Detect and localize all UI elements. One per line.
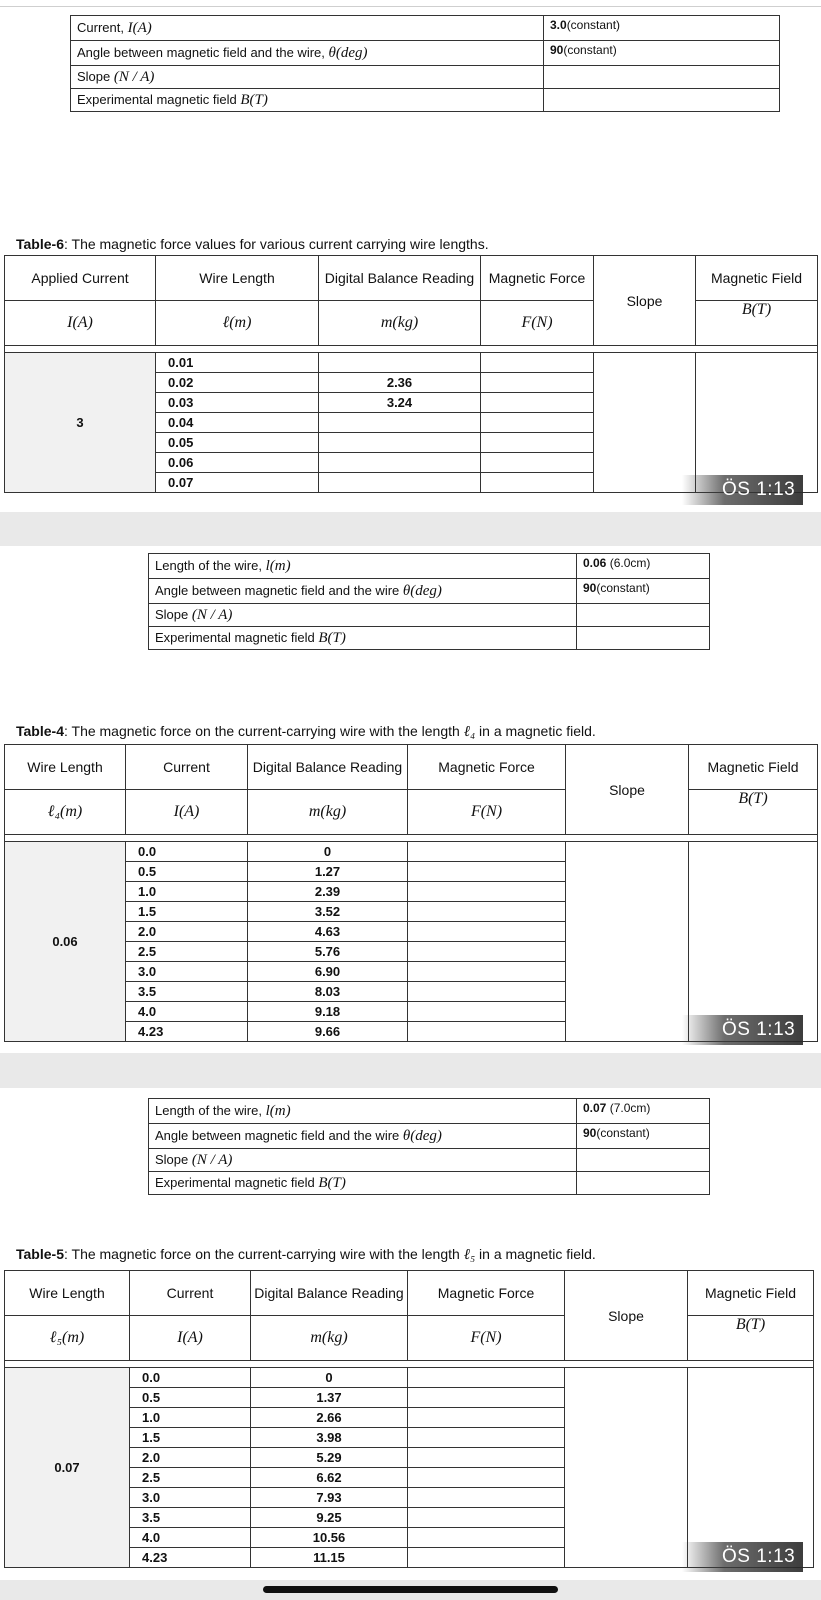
info-label: Angle between magnetic field and the wire θ(deg) — [149, 579, 577, 604]
table-cell: 1.5 — [130, 1428, 251, 1448]
table-cell — [481, 393, 594, 413]
info-value: 90(constant) — [544, 41, 780, 66]
table-cell — [408, 922, 566, 942]
table-cell: 5.76 — [248, 942, 408, 962]
table-cell: 6.90 — [248, 962, 408, 982]
table-cell: 10.56 — [251, 1528, 408, 1548]
symbol-cell: F(N) — [408, 1316, 565, 1361]
header-cell: Slope — [594, 256, 696, 346]
info-label: Current, I(A) — [71, 16, 544, 41]
header-cell: Applied Current — [5, 256, 156, 301]
table-cell — [408, 962, 566, 982]
table-cell: 5.29 — [251, 1448, 408, 1468]
symbol-cell: B(T) — [696, 301, 818, 346]
watermark-label: ÖS 1:13 — [682, 475, 803, 505]
info-table-2 — [148, 553, 710, 650]
symbol-cell: ℓ₅(m) — [5, 1316, 130, 1361]
symbol-cell: I(A) — [126, 790, 248, 835]
data-table-3 — [4, 1270, 814, 1568]
table-cell: 0.05 — [156, 433, 319, 453]
group-value: 0.06 — [5, 842, 126, 1042]
watermark-label: ÖS 1:13 — [682, 1015, 803, 1045]
symbol-cell: ℓ(m) — [156, 301, 319, 346]
table-cell: 9.25 — [251, 1508, 408, 1528]
table-cell: 6.62 — [251, 1468, 408, 1488]
symbol-cell: F(N) — [481, 301, 594, 346]
table-cell: 3.24 — [319, 393, 481, 413]
slope-cell — [594, 353, 696, 493]
info-value: 3.0(constant) — [544, 16, 780, 41]
info-value — [577, 604, 710, 627]
table-cell: 0.0 — [126, 842, 248, 862]
info-value — [577, 627, 710, 650]
table-cell: 4.23 — [130, 1548, 251, 1568]
table-cell — [408, 1408, 565, 1428]
table-cell: 4.23 — [126, 1022, 248, 1042]
table-cell — [408, 1448, 565, 1468]
table-cell — [408, 1548, 565, 1568]
table-cell — [408, 1488, 565, 1508]
info-label: Experimental magnetic field B(T) — [71, 89, 544, 112]
info-label: Length of the wire, l(m) — [149, 1099, 577, 1124]
gap-row — [5, 346, 818, 353]
info-label: Angle between magnetic field and the wire, θ(deg) — [71, 41, 544, 66]
table-cell: 2.36 — [319, 373, 481, 393]
info-value: 0.07 (7.0cm) — [577, 1099, 710, 1124]
header-cell: Current — [130, 1271, 251, 1316]
table-cell — [408, 862, 566, 882]
table-cell: 1.37 — [251, 1388, 408, 1408]
table-cell: 0.02 — [156, 373, 319, 393]
table-cell — [408, 1508, 565, 1528]
table-cell: 1.5 — [126, 902, 248, 922]
group-value: 0.07 — [5, 1368, 130, 1568]
table-cell — [481, 433, 594, 453]
table-cell: 2.39 — [248, 882, 408, 902]
header-cell: Digital Balance Reading — [251, 1271, 408, 1316]
info-label: Length of the wire, l(m) — [149, 554, 577, 579]
header-cell: Digital Balance Reading — [248, 745, 408, 790]
table-cell: 9.18 — [248, 1002, 408, 1022]
table-cell: 0.04 — [156, 413, 319, 433]
header-cell: Slope — [566, 745, 689, 835]
table-cell — [408, 1528, 565, 1548]
field-cell — [696, 353, 818, 493]
table-cell: 1.0 — [130, 1408, 251, 1428]
table-cell — [408, 882, 566, 902]
info-value: 90(constant) — [577, 1124, 710, 1149]
table-cell: 0.07 — [156, 473, 319, 493]
table-cell: 11.15 — [251, 1548, 408, 1568]
table-cell — [319, 413, 481, 433]
table-cell: 3.98 — [251, 1428, 408, 1448]
table-cell — [408, 1002, 566, 1022]
header-cell: Digital Balance Reading — [319, 256, 481, 301]
table-cell — [481, 413, 594, 433]
header-cell: Wire Length — [156, 256, 319, 301]
info-value: 90(constant) — [577, 579, 710, 604]
table-cell: 7.93 — [251, 1488, 408, 1508]
table-cell: 3.0 — [130, 1488, 251, 1508]
home-indicator[interactable] — [263, 1586, 558, 1593]
table-cell — [408, 1388, 565, 1408]
table-cell: 2.5 — [126, 942, 248, 962]
table-cell — [481, 373, 594, 393]
symbol-cell: m(kg) — [319, 301, 481, 346]
symbol-cell: F(N) — [408, 790, 566, 835]
symbol-cell: m(kg) — [251, 1316, 408, 1361]
table-cell: 0.0 — [130, 1368, 251, 1388]
table-cell — [408, 982, 566, 1002]
table-cell — [319, 453, 481, 473]
symbol-cell: I(A) — [5, 301, 156, 346]
table-cell — [319, 353, 481, 373]
table-cell — [408, 942, 566, 962]
symbol-cell: B(T) — [689, 790, 818, 835]
table-cell — [408, 1428, 565, 1448]
table-cell: 2.0 — [126, 922, 248, 942]
gap-row — [5, 1361, 814, 1368]
symbol-cell: m(kg) — [248, 790, 408, 835]
slope-cell — [565, 1368, 688, 1568]
table-cell: 1.0 — [126, 882, 248, 902]
table-cell — [319, 433, 481, 453]
table-cell — [481, 473, 594, 493]
symbol-cell: ℓ₄(m) — [5, 790, 126, 835]
table-cell: 3.52 — [248, 902, 408, 922]
field-cell — [689, 842, 818, 1042]
table-cell: 0.06 — [156, 453, 319, 473]
data-table-2 — [4, 744, 818, 1042]
table-cell — [408, 902, 566, 922]
watermark-label: ÖS 1:13 — [682, 1542, 803, 1572]
table-cell: 2.0 — [130, 1448, 251, 1468]
info-label: Experimental magnetic field B(T) — [149, 627, 577, 650]
symbol-cell: I(A) — [130, 1316, 251, 1361]
header-cell: Magnetic Field — [689, 745, 818, 790]
info-value — [544, 66, 780, 89]
table-cell — [481, 453, 594, 473]
table-title: Table-5: The magnetic force on the current-carrying wire with the length ℓ₅ in a magnetic field. — [16, 1246, 596, 1263]
symbol-cell: B(T) — [688, 1316, 814, 1361]
info-label: Slope (N / A) — [149, 604, 577, 627]
table-cell: 3.5 — [130, 1508, 251, 1528]
info-label: Experimental magnetic field B(T) — [149, 1172, 577, 1195]
data-table-1 — [4, 255, 818, 493]
table-cell — [408, 1022, 566, 1042]
header-cell: Magnetic Field — [688, 1271, 814, 1316]
table-cell: 3.5 — [126, 982, 248, 1002]
table-title: Table-6: The magnetic force values for various current carrying wire lengths. — [16, 236, 489, 252]
info-table-3 — [148, 1098, 710, 1195]
table-cell: 0 — [251, 1368, 408, 1388]
header-cell: Magnetic Force — [408, 1271, 565, 1316]
table-cell — [408, 1468, 565, 1488]
info-table-1 — [70, 15, 780, 112]
header-cell: Current — [126, 745, 248, 790]
info-label: Angle between magnetic field and the wire θ(deg) — [149, 1124, 577, 1149]
header-cell: Magnetic Field — [696, 256, 818, 301]
info-label: Slope (N / A) — [71, 66, 544, 89]
info-value — [577, 1172, 710, 1195]
gap-row — [5, 835, 818, 842]
table-cell: 0.01 — [156, 353, 319, 373]
group-value: 3 — [5, 353, 156, 493]
table-cell — [319, 473, 481, 493]
info-label: Slope (N / A) — [149, 1149, 577, 1172]
table-cell: 0.03 — [156, 393, 319, 413]
table-cell — [408, 842, 566, 862]
table-cell — [408, 1368, 565, 1388]
header-cell: Wire Length — [5, 1271, 130, 1316]
slope-cell — [566, 842, 689, 1042]
info-value — [544, 89, 780, 112]
info-value: 0.06 (6.0cm) — [577, 554, 710, 579]
table-cell: 2.66 — [251, 1408, 408, 1428]
table-cell: 8.03 — [248, 982, 408, 1002]
field-cell — [688, 1368, 814, 1568]
table-cell: 4.0 — [126, 1002, 248, 1022]
table-cell: 9.66 — [248, 1022, 408, 1042]
table-cell: 0.5 — [130, 1388, 251, 1408]
table-title: Table-4: The magnetic force on the current-carrying wire with the length ℓ₄ in a magnetic field. — [16, 723, 596, 740]
table-cell: 1.27 — [248, 862, 408, 882]
header-cell: Wire Length — [5, 745, 126, 790]
table-cell: 2.5 — [130, 1468, 251, 1488]
header-cell: Slope — [565, 1271, 688, 1361]
table-cell: 4.0 — [130, 1528, 251, 1548]
header-cell: Magnetic Force — [408, 745, 566, 790]
table-cell — [481, 353, 594, 373]
table-cell: 0.5 — [126, 862, 248, 882]
table-cell: 4.63 — [248, 922, 408, 942]
table-cell: 0 — [248, 842, 408, 862]
header-cell: Magnetic Force — [481, 256, 594, 301]
info-value — [577, 1149, 710, 1172]
table-cell: 3.0 — [126, 962, 248, 982]
